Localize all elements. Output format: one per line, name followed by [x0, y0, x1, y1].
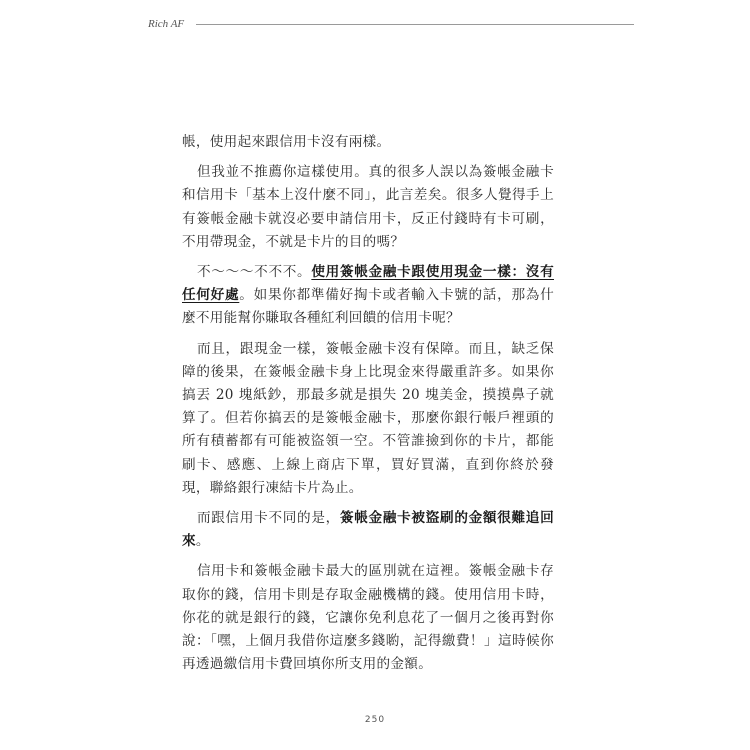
paragraph-1: 帳，使用起來跟信用卡沒有兩樣。: [182, 134, 391, 150]
paragraph-6: 信用卡和簽帳金融卡最大的區別就在這裡。簽帳金融卡存取你的錢，信用卡則是存取金融機構的錢。使用信用卡時，你花的就是銀行的錢，它讓你免利息花了一個月之後再對你說：「嘿，上個月我借你這麼多錢喲，記得繳費！」這時候你再透過繳信用卡費回填你所支用的金額。: [182, 563, 554, 673]
paragraph-5-rest: 。: [195, 533, 210, 550]
paragraph-5-emphasis: 簽帳金融卡被盜刷的金額很難追回來: [182, 510, 555, 550]
body-text: [182, 131, 554, 683]
running-title: Rich AF: [148, 18, 185, 30]
paragraph-5: [182, 507, 554, 553]
paragraph-3-rest: 。如果你都準備好掏卡或者輸入卡號的話，那為什麼不用能幫你賺取各種紅利回饋的信用卡呢？: [182, 287, 554, 327]
page-number: 250: [364, 715, 386, 725]
paragraph-3: [182, 261, 554, 331]
paragraph-3-lead: 不～～～不不不。: [196, 264, 312, 281]
paragraph-2: 但我並不推薦你這樣使用。真的很多人誤以為簽帳金融卡和信用卡「基本上沒什麼不同」，此言差矣。很多人覺得手上有簽帳金融卡就沒必要申請信用卡，反正付錢時有卡可刷，不用帶現金，不就是卡片的目的嗎？: [182, 164, 554, 250]
paragraph-3-emphasis: 使用簽帳金融卡跟使用現金一樣：沒有任何好處: [182, 264, 554, 304]
header-rule: [196, 24, 634, 25]
running-header: [148, 14, 634, 34]
paragraph-4: 而且，跟現金一樣，簽帳金融卡沒有保障。而且，缺乏保障的後果，在簽帳金融卡身上比現金來得嚴重許多。如果你搞丟 20 塊紙鈔，那最多就是損失 20 塊美金，摸摸鼻子就算了。但若你搞丟的是簽帳金融卡，那麼你銀行帳戶裡頭的所有積蓄都有可能被盜領一空。不管誰撿到你的卡片，都能刷卡、感應、上線上商店下單，買好買滿，直到你終於發現，聯絡銀行凍結卡片為止。: [182, 340, 554, 496]
paragraph-5-lead: 而跟信用卡不同的是，: [196, 510, 340, 527]
